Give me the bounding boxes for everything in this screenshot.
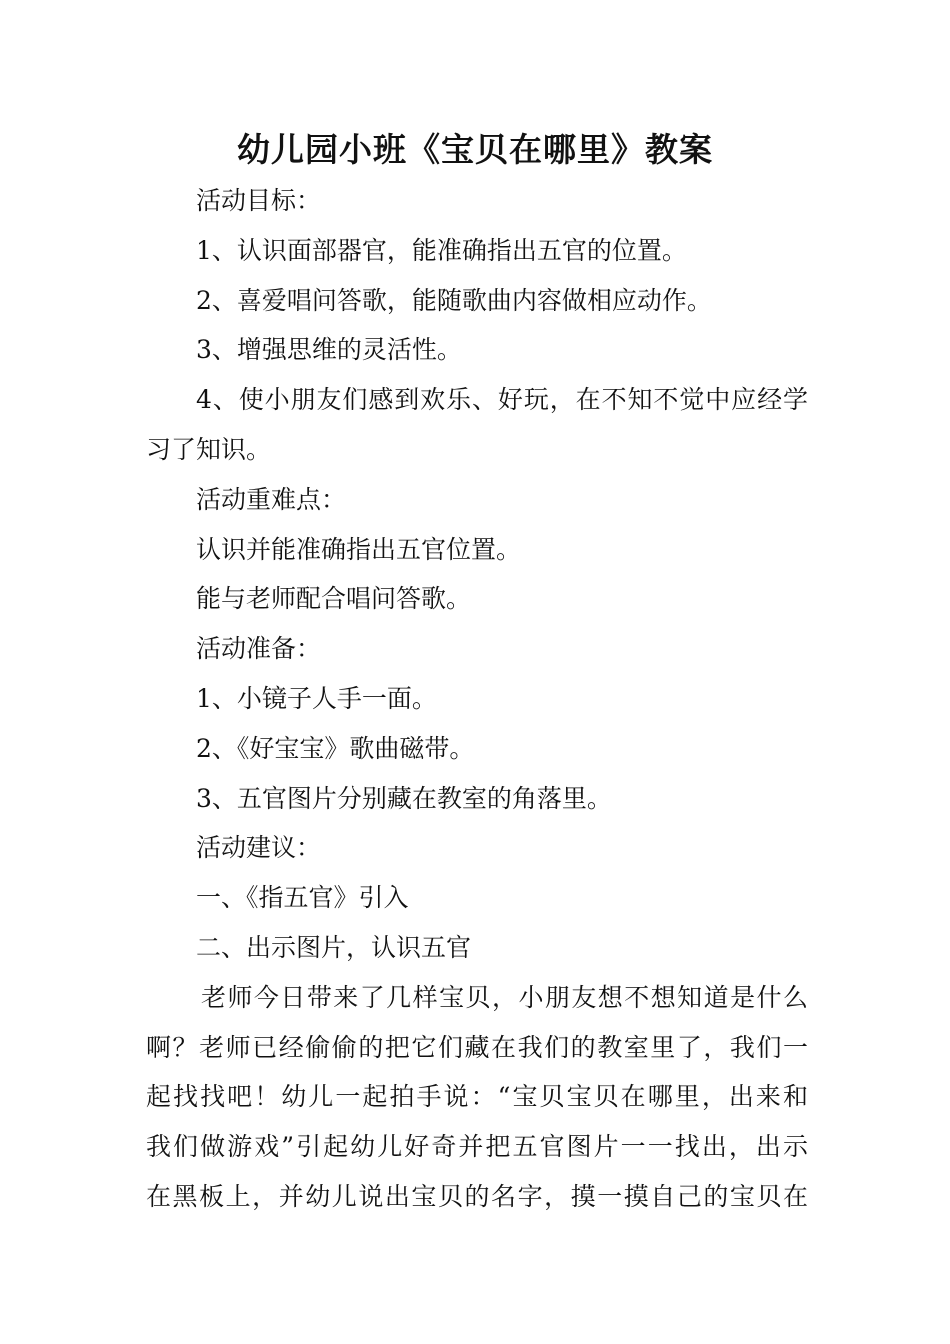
document-body [146,176,808,1222]
objective-item-4-continued: 习了知识。 [146,434,272,464]
preparation-item-2: 2、《好宝宝》歌曲磁带。 [196,733,475,763]
step-1-heading: 一、《指五官》引入 [196,883,409,913]
objective-item-2: 2、喜爱唱问答歌，能随歌曲内容做相应动作。 [196,285,712,315]
objective-item-3: 3、增强思维的灵活性。 [196,335,462,365]
document-title: 幼儿园小班《宝贝在哪里》教案 [237,130,713,169]
step-2-heading: 二、出示图片，认识五官 [196,932,472,962]
paragraph-line-1: 老师今日带来了几样宝贝，小朋友想不想知道是什么 [201,982,808,1012]
section-heading-objectives: 活动目标： [196,186,322,215]
section-heading-preparation: 活动准备： [196,634,322,664]
key-point-2: 能与老师配合唱问答歌。 [196,584,472,614]
preparation-item-1: 1、小镜子人手一面。 [196,683,437,713]
paragraph-line-5: 在黑板上，并幼儿说出宝贝的名字，摸一摸自己的宝贝在 [146,1181,808,1211]
paragraph-line-4: 我们做游戏”引起幼儿好奇并把五官图片一一找出，出示 [146,1132,808,1162]
objective-item-4: 4、使小朋友们感到欢乐、好玩，在不知不觉中应经学 [196,385,808,415]
paragraph-line-2: 啊？老师已经偷偷的把它们藏在我们的教室里了，我们一 [146,1032,808,1062]
section-heading-key-points: 活动重难点： [196,484,347,514]
paragraph-line-3: 起找找吧！幼儿一起拍手说：“宝贝宝贝在哪里，出来和 [146,1082,808,1112]
preparation-item-3: 3、五官图片分别藏在教室的角落里。 [196,783,612,813]
objective-item-1: 1、认识面部器官，能准确指出五官的位置。 [196,235,687,265]
key-point-1: 认识并能准确指出五官位置。 [196,534,522,564]
section-heading-suggestions: 活动建议： [196,833,322,863]
